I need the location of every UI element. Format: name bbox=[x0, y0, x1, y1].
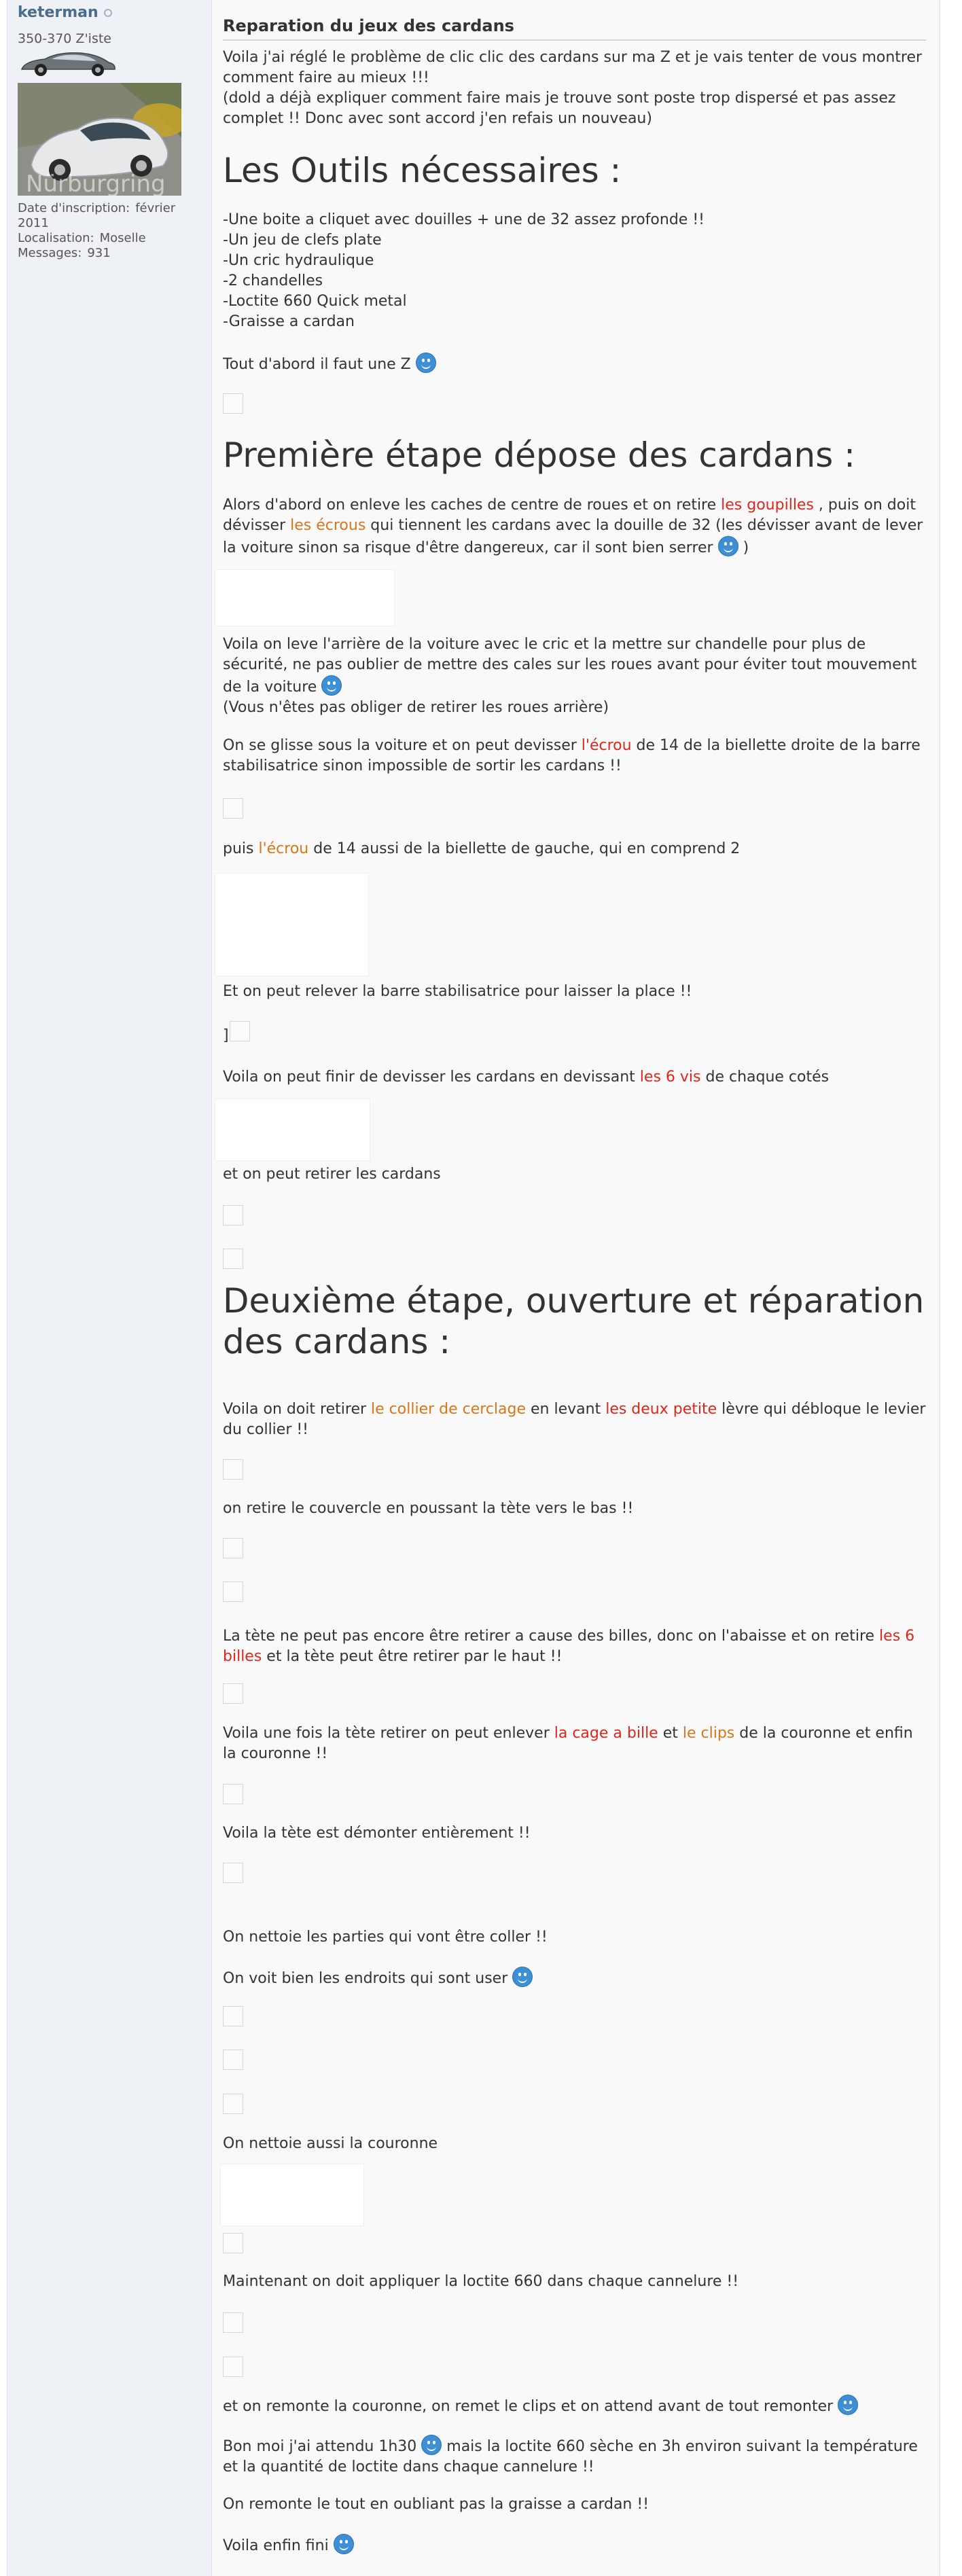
step2-paragraph-1: Voila on doit retirer le collier de cerclage en levant les deux petite lèvre qui débloque le levier du collier !! bbox=[223, 1401, 926, 1438]
smiley-icon bbox=[321, 675, 342, 696]
broken-image-icon[interactable] bbox=[223, 2312, 243, 2333]
step1-paragraph-1: Alors d'abord on enleve les caches de centre de roues et on retire les goupilles , puis on doit dévisser les écrous qui tiennent les cardans avec la douille de 32 (les dévisser avant de lever la voiture sinon sa risque d'être dangereux, car il sont bien serrer ) bbox=[223, 497, 923, 556]
tool-item: -Une boite a cliquet avec douilles + une de 32 assez profonde !! bbox=[223, 211, 705, 228]
post-image[interactable] bbox=[215, 569, 395, 626]
broken-image-icon[interactable] bbox=[223, 1863, 243, 1883]
broken-image-icon[interactable] bbox=[223, 1249, 243, 1269]
step1-paragraph-7: et on peut retirer les cardans bbox=[223, 1166, 441, 1183]
broken-image-icon[interactable] bbox=[223, 2094, 243, 2114]
username-link[interactable]: keterman bbox=[18, 4, 112, 21]
tool-item: -Loctite 660 Quick metal bbox=[223, 293, 407, 310]
step2-paragraph-3: La tète ne peut pas encore être retirer a cause des billes, donc on l'abaisse et on retire les 6 billes et la tète peut être retirer par le haut !! bbox=[223, 1628, 915, 1665]
post-image[interactable] bbox=[215, 873, 369, 976]
intro-paragraph: Voila j'ai réglé le problème de clic clic des cardans sur ma Z et je vais tenter de vous montrer comment faire au mieux !!! (dold a déjà expliquer comment faire mais je trouve sont poste trop dispersé et pas assez complet !! Donc avec sont accord j'en refais un nouveau) bbox=[223, 49, 923, 127]
join-date-row: Date d'inscription: février 2011 bbox=[18, 201, 176, 230]
broken-image-icon[interactable] bbox=[223, 1459, 243, 1480]
step2-paragraph-8: On nettoie aussi la couronne bbox=[223, 2135, 438, 2152]
user-avatar[interactable] bbox=[18, 83, 181, 196]
broken-image-icon[interactable] bbox=[223, 1581, 243, 1602]
step2-paragraph-11: Bon moi j'ai attendu 1h30 mais la loctite 660 sèche en 3h environ suivant la température et la quantité de loctite dans chaque cannelure !! bbox=[223, 2435, 929, 2477]
step2-paragraph-4: Voila une fois la tète retirer on peut enlever la cage a bille et le clips de la couronne et enfin la couronne !! bbox=[223, 1725, 913, 1762]
smiley-icon bbox=[421, 2435, 442, 2455]
step1-paragraph-5: Et on peut relever la barre stabilisatrice pour laisser la place !! bbox=[223, 983, 692, 1000]
broken-image-icon[interactable] bbox=[223, 2233, 243, 2253]
step2-paragraph-10: et on remonte la couronne, on remet le clips et on attend avant de tout remonter bbox=[223, 2395, 929, 2417]
step1-paragraph-3: On se glisse sous la voiture et on peut devisser l'écrou de 14 de la biellette droite de la barre stabilisatrice sinon impossible de sortir les cardans !! bbox=[223, 737, 921, 774]
post-image[interactable] bbox=[220, 2164, 364, 2226]
broken-image-icon[interactable] bbox=[223, 1205, 243, 1226]
step2-paragraph-9: Maintenant on doit appliquer la loctite 660 dans chaque cannelure !! bbox=[223, 2273, 739, 2290]
broken-image-icon[interactable] bbox=[223, 1538, 243, 1558]
step2-paragraph-6: On nettoie les parties qui vont être coller !! bbox=[223, 1929, 548, 1946]
tools-list bbox=[223, 210, 929, 332]
offline-status-icon bbox=[104, 9, 112, 17]
broken-image-icon[interactable] bbox=[223, 1784, 243, 1804]
broken-image-icon[interactable] bbox=[223, 798, 243, 819]
post-image[interactable] bbox=[215, 1098, 370, 1161]
tool-item: -Un jeu de clefs plate bbox=[223, 232, 382, 249]
tool-item: -2 chandelles bbox=[223, 272, 323, 289]
step2-paragraph-5: Voila la tète est démonter entièrement !! bbox=[223, 1825, 531, 1842]
step2-paragraph-12: On remonte le tout en oubliant pas la graisse a cardan !! bbox=[223, 2496, 649, 2513]
step2-paragraph-13: Voila enfin fini bbox=[223, 2534, 929, 2556]
step1-paragraph-2: Voila on leve l'arrière de la voiture avec le cric et la mettre sur chandelle pour plus de sécurité, ne pas oublier de mettre des cales sur les roues avant pour éviter tout mouvement de la voiture (Vous n'êtes pas obliger de retirer les roues arrière) bbox=[223, 636, 917, 716]
location-row: Localisation: Moselle bbox=[18, 231, 146, 245]
broken-image-icon[interactable] bbox=[230, 1021, 250, 1041]
user-info bbox=[18, 201, 201, 261]
first-z-paragraph: Tout d'abord il faut une Z bbox=[223, 353, 929, 375]
avatar-watermark: Nürburgring bbox=[26, 171, 166, 196]
broken-image-icon[interactable] bbox=[223, 393, 243, 414]
bracket-text: ] bbox=[223, 1027, 229, 1044]
step2-paragraph-2: on retire le couvercle en poussant la tète vers le bas !! bbox=[223, 1500, 634, 1517]
user-rank: 350-370 Z'iste bbox=[18, 31, 111, 46]
user-sidebar bbox=[7, 0, 212, 2576]
smiley-icon bbox=[718, 536, 738, 556]
broken-image-icon[interactable] bbox=[223, 1683, 243, 1704]
smiley-icon bbox=[334, 2534, 354, 2554]
smiley-icon bbox=[416, 353, 436, 373]
step2-paragraph-7: On voit bien les endroits qui sont user bbox=[223, 1967, 929, 1989]
step1-paragraph-6: Voila on peut finir de devisser les cardans en devissant les 6 vis de chaque cotés bbox=[223, 1069, 830, 1086]
tool-item: -Graisse a cardan bbox=[223, 313, 355, 330]
tool-item: -Un cric hydraulique bbox=[223, 252, 374, 269]
heading-tools: Les Outils nécessaires : bbox=[223, 151, 622, 190]
messages-row: Messages: 931 bbox=[18, 246, 111, 260]
smiley-icon bbox=[838, 2395, 858, 2415]
heading-step2: Deuxième étape, ouverture et réparation des cardans : bbox=[223, 1281, 925, 1361]
rank-car-icon bbox=[18, 48, 118, 79]
heading-step1: Première étape dépose des cardans : bbox=[223, 435, 856, 475]
broken-image-icon[interactable] bbox=[223, 2050, 243, 2070]
post-title: Reparation du jeux des cardans bbox=[223, 16, 926, 41]
step1-paragraph-4: puis l'écrou de 14 aussi de la biellette de gauche, qui en comprend 2 bbox=[223, 840, 741, 857]
broken-image-icon[interactable] bbox=[223, 2357, 243, 2377]
smiley-icon bbox=[512, 1967, 533, 1987]
broken-image-icon[interactable] bbox=[223, 2006, 243, 2026]
